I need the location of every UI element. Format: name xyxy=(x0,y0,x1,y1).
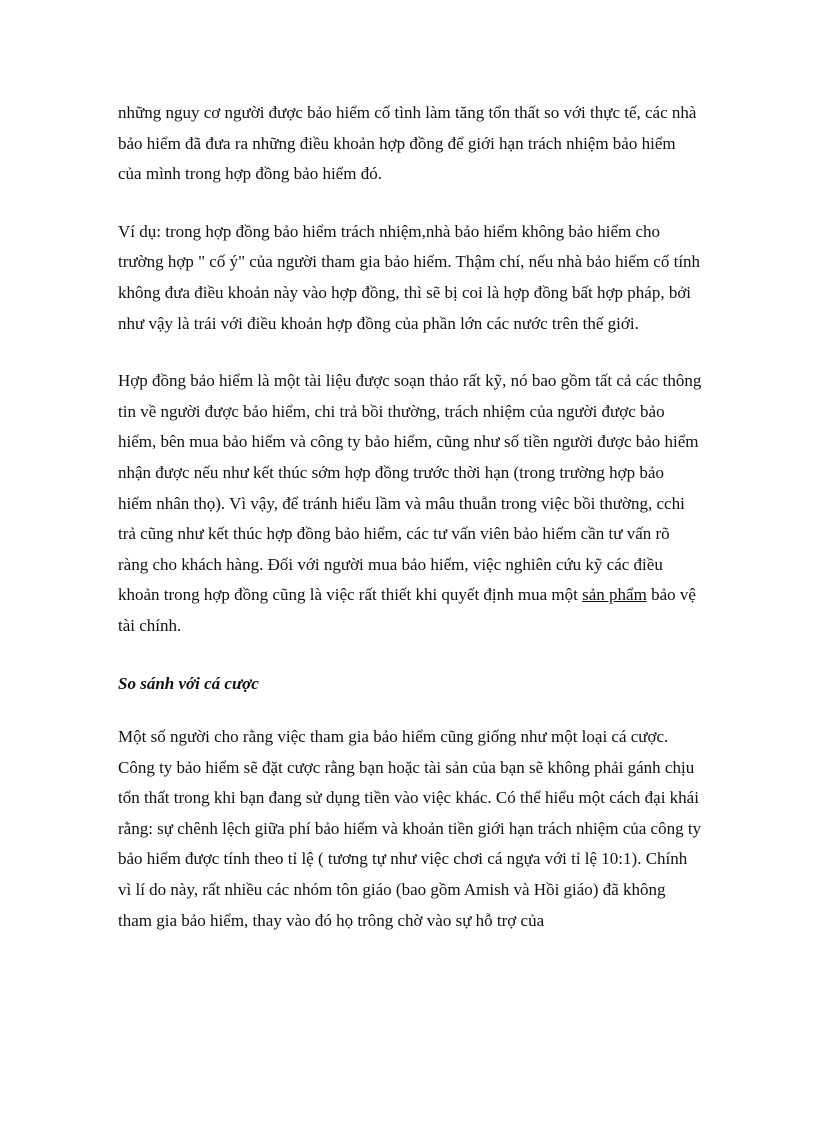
paragraph-contract xyxy=(118,366,702,641)
paragraph-example: Ví dụ: trong hợp đồng bảo hiểm trách nhiệm,nhà bảo hiểm không bảo hiểm cho trường hợp " cố ý" của người tham gia bảo hiểm. Thậm chí, nếu nhà bảo hiểm cố tính không đưa điều khoản này vào hợp đồng, thì sẽ bị coi là hợp đồng bất hợp pháp, bởi như vậy là trái với điều khoản hợp đồng của phần lớn các nước trên thế giới. xyxy=(118,221,701,333)
paragraph-contract-text: Hợp đồng bảo hiểm là một tài liệu được soạn thảo rất kỹ, nó bao gồm tất cả các thông tin về người được bảo hiểm, chi trả bồi thường, trách nhiệm của người được bảo hiểm, bên mua bảo hiểm và công ty bảo hiểm, cũng như số tiền người được bảo hiểm nhận được nếu như kết thúc sớm hợp đồng trước thời hạn (trong trường hợp bảo hiểm nhân thọ). Vì vậy, để tránh hiểu lầm và mâu thuẫn trong việc bồi thường, cchi trả cũng như kết thúc hợp đồng bảo hiểm, các tư vấn viên bảo hiểm cần tư vấn rõ ràng cho khách hàng. Đối với người mua bảo hiểm, việc nghiên cứu kỹ các điều khoản trong hợp đồng cũng là việc rất thiết khi quyết định mua một xyxy=(118,371,702,605)
section-heading: So sánh với cá cược xyxy=(118,673,259,693)
paragraph-gambling: Một số người cho rằng việc tham gia bảo hiểm cũng giống như một loại cá cược. Công ty bảo hiểm sẽ đặt cược rằng bạn hoặc tài sản của bạn sẽ không phải gánh chịu tổn thất trong khi bạn đang sử dụng tiền vào việc khác. Có thể hiểu một cách đại khái rằng: sự chênh lệch giữa phí bảo hiểm và khoản tiền giới hạn trách nhiệm của công ty bảo hiểm được tính theo tỉ lệ ( tương tự như việc chơi cá ngựa với tỉ lệ 10:1). Chính vì lí do này, rất nhiều các nhóm tôn giáo (bao gồm Amish và Hồi giáo) đã không tham gia bảo hiểm, thay vào đó họ trông chờ vào sự hỗ trợ của xyxy=(118,727,702,930)
product-link[interactable]: sản phẩm xyxy=(582,585,647,605)
document-page xyxy=(118,98,702,963)
paragraph-intro: những nguy cơ người được bảo hiểm cố tình làm tăng tổn thất so với thực tế, các nhà bảo hiểm đã đưa ra những điều khoản hợp đồng để giới hạn trách nhiệm bảo hiểm của mình trong hợp đồng bảo hiểm đó. xyxy=(118,103,697,184)
paragraph-contract-tail: bảo vệ tài chính. xyxy=(118,585,696,635)
